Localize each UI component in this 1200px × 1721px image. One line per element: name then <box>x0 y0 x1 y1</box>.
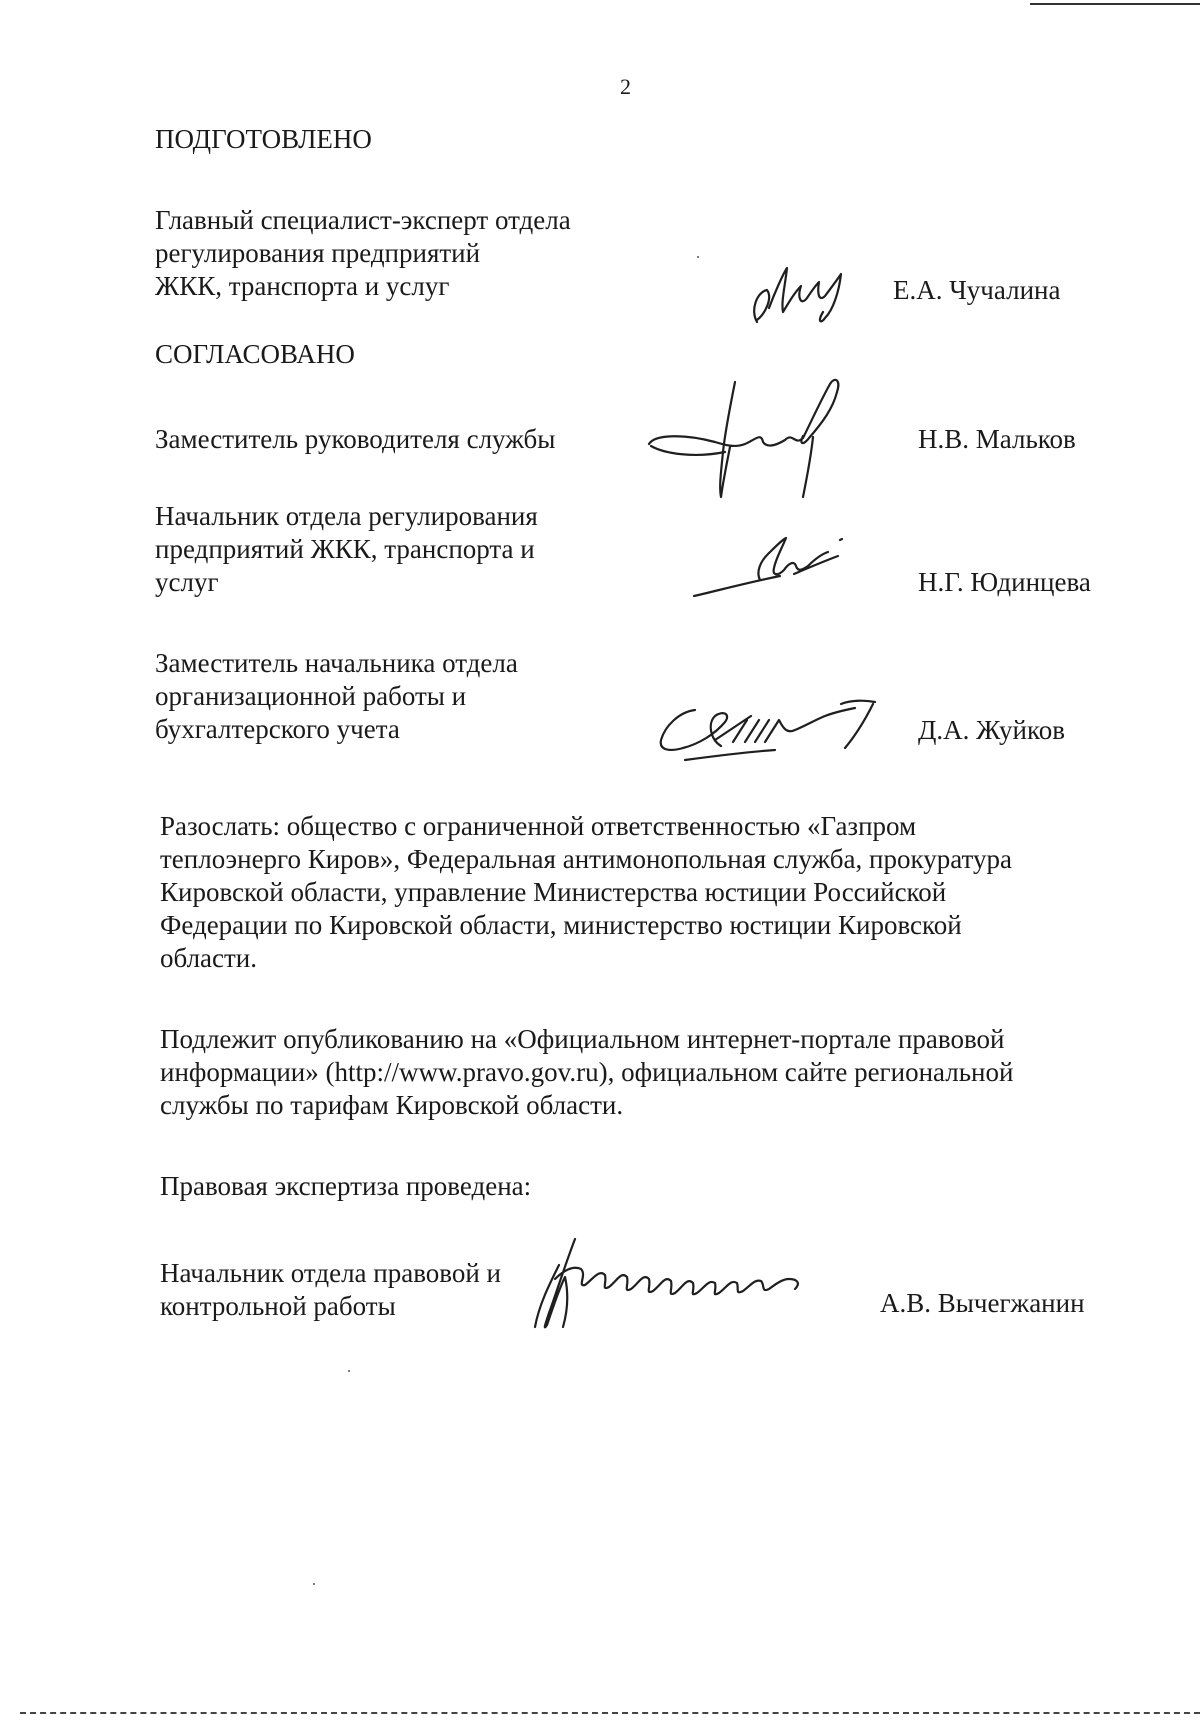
signature-chuchalina <box>745 262 855 347</box>
agreed-heading: СОГЛАСОВАНО <box>155 339 355 369</box>
distribution-paragraph <box>160 810 1116 975</box>
position-line: бухгалтерского учета <box>155 714 400 744</box>
signature-yudintseva <box>690 530 850 610</box>
distribution-line: области. <box>160 943 258 973</box>
position-line: Начальник отдела правовой и <box>160 1258 501 1288</box>
signature-malkov <box>645 362 885 507</box>
prepared-position <box>155 204 571 303</box>
agreed-position-2 <box>155 500 538 599</box>
signer-name: Д.А. Жуйков <box>918 715 1065 745</box>
publication-line: информации» (http://www.pravo.gov.ru), официальном сайте региональной <box>160 1057 1014 1087</box>
position-line: Заместитель начальника отдела <box>155 648 518 678</box>
signer-name: Н.Г. Юдинцева <box>918 567 1091 597</box>
signer-name: А.В. Вычегжанин <box>880 1288 1085 1318</box>
publication-line: Подлежит опубликованию на «Официальном интернет-портале правовой <box>160 1024 1005 1054</box>
legal-review-position <box>160 1257 501 1323</box>
position-line: услуг <box>155 567 219 597</box>
publication-paragraph <box>160 1023 1116 1122</box>
distribution-line: теплоэнерго Киров», Федеральная антимонопольная служба, прокуратура <box>160 844 1012 874</box>
position-line: Главный специалист-эксперт отдела <box>155 205 571 235</box>
scan-edge-dashed-line <box>20 1712 1200 1714</box>
scan-speck <box>697 256 699 258</box>
distribution-line: Кировской области, управление Министерства юстиции Российской <box>160 877 947 907</box>
position-line: контрольной работы <box>160 1291 396 1321</box>
position-line: ЖКК, транспорта и услуг <box>155 271 450 301</box>
scan-speck <box>313 1583 315 1585</box>
position-line: Начальник отдела регулирования <box>155 501 538 531</box>
distribution-line: Разослать: общество с ограниченной ответственностью «Газпром <box>160 811 917 841</box>
page-number: 2 <box>620 74 631 99</box>
scan-edge-line <box>1030 3 1200 5</box>
agreed-position-3 <box>155 647 518 746</box>
signer-name: Е.А. Чучалина <box>893 275 1061 305</box>
signer-name: Н.В. Мальков <box>918 424 1076 454</box>
distribution-line: Федерации по Кировской области, министерство юстиции Кировской <box>160 910 962 940</box>
signature-vychegzhanin <box>515 1235 815 1335</box>
scan-speck <box>348 1370 350 1372</box>
publication-line: службы по тарифам Кировской области. <box>160 1090 624 1120</box>
position-line: организационной работы и <box>155 681 467 711</box>
prepared-heading: ПОДГОТОВЛЕНО <box>155 124 372 154</box>
signature-zhuykov <box>655 690 895 770</box>
agreed-position-1: Заместитель руководителя службы <box>155 424 556 454</box>
legal-review-heading: Правовая экспертиза проведена: <box>160 1171 532 1201</box>
position-line: предприятий ЖКК, транспорта и <box>155 534 535 564</box>
position-line: регулирования предприятий <box>155 238 481 268</box>
